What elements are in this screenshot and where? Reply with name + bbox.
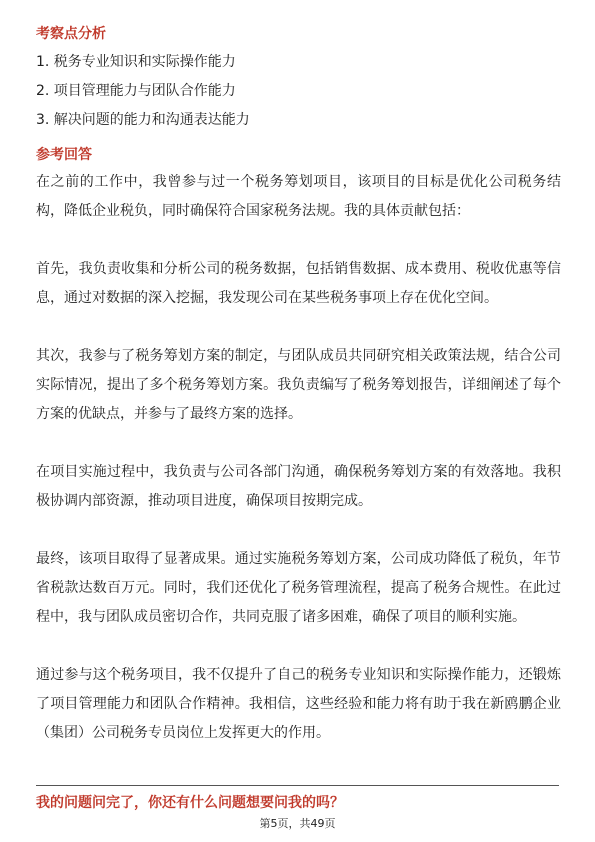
section-divider	[36, 785, 559, 786]
answer-paragraph: 通过参与这个税务项目，我不仅提升了自己的税务专业知识和实际操作能力，还锻炼了项目管理能力和团队合作精神。我相信，这些经验和能力将有助于我在新鸥鹏企业（集团）公司税务专员岗位上发挥更大的作用。	[36, 667, 561, 741]
analysis-title: 考察点分析	[36, 26, 106, 42]
page-number: 第5页，共49页	[259, 817, 336, 830]
answer-paragraph: 首先，我负责收集和分析公司的税务数据，包括销售数据、成本费用、税收优惠等信息，通过对数据的深入挖掘，我发现公司在某些税务事项上存在优化空间。	[36, 261, 561, 306]
answer-title: 参考回答	[36, 147, 92, 163]
analysis-item: 1. 税务专业知识和实际操作能力	[36, 54, 236, 70]
answer-paragraph: 在项目实施过程中，我负责与公司各部门沟通，确保税务筹划方案的有效落地。我积极协调内部资源，推动项目进度，确保项目按期完成。	[36, 464, 561, 509]
analysis-item: 3. 解决问题的能力和沟通表达能力	[36, 112, 250, 128]
closing-question: 我的问题问完了，你还有什么问题想要问我的吗？	[36, 795, 344, 811]
answer-paragraph: 最终，该项目取得了显著成果。通过实施税务筹划方案，公司成功降低了税负，年节省税款达数百万元。同时，我们还优化了税务管理流程，提高了税务合规性。在此过程中，我与团队成员密切合作，共同克服了诸多困难，确保了项目的顺利实施。	[36, 551, 561, 625]
answer-paragraph: 其次，我参与了税务筹划方案的制定，与团队成员共同研究相关政策法规，结合公司实际情况，提出了多个税务筹划方案。我负责编写了税务筹划报告，详细阐述了每个方案的优缺点，并参与了最终方案的选择。	[36, 348, 561, 422]
answer-paragraph: 在之前的工作中，我曾参与过一个税务筹划项目，该项目的目标是优化公司税务结构，降低企业税负，同时确保符合国家税务法规。我的具体贡献包括：	[36, 174, 561, 219]
answer-body	[36, 168, 561, 748]
analysis-item: 2. 项目管理能力与团队合作能力	[36, 83, 236, 99]
